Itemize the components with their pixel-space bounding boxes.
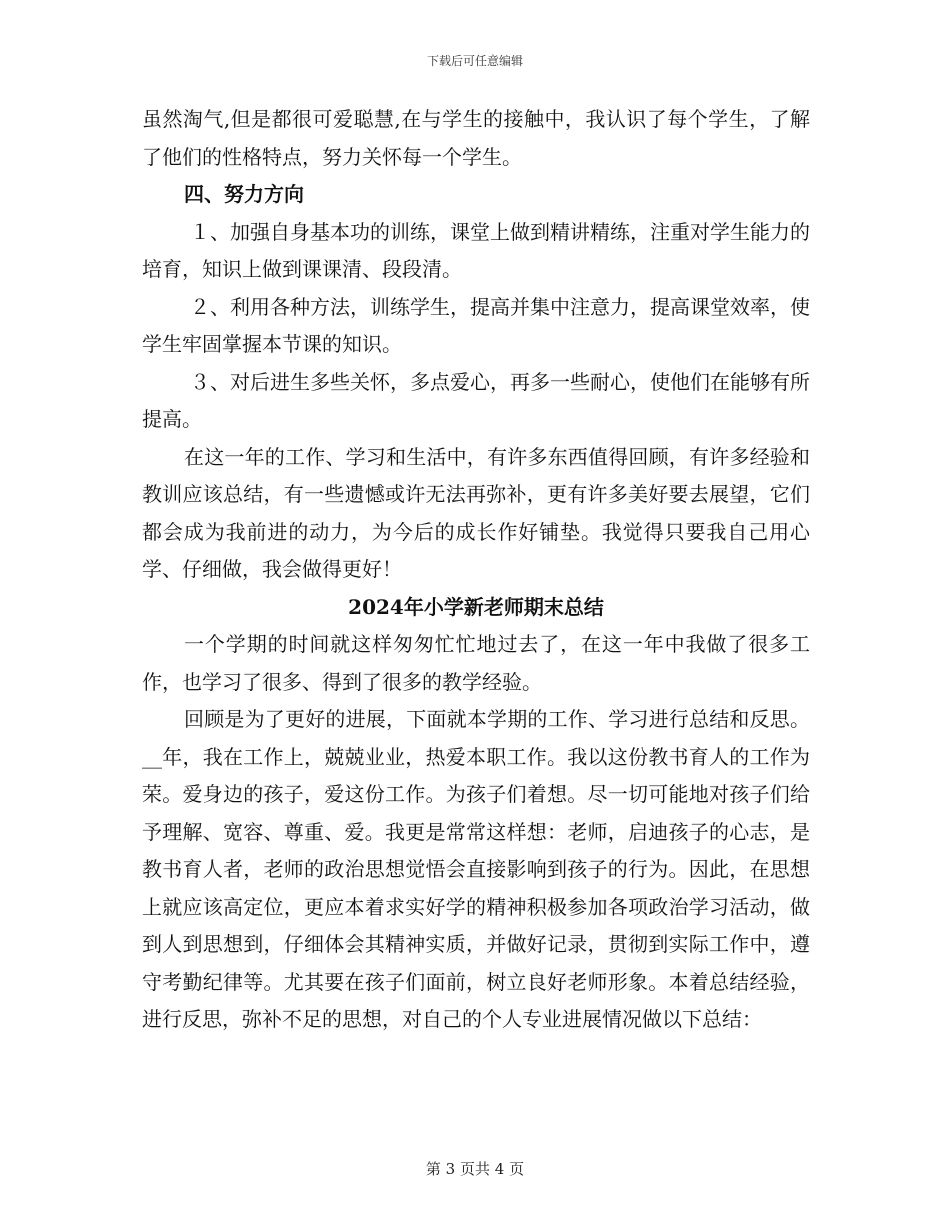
document-body	[142, 101, 810, 1039]
paragraph-semester: 一个学期的时间就这样匆匆忙忙地过去了，在这一年中我做了很多工作，也学习了很多、得到了很多的教学经验。	[142, 632, 810, 694]
page-number: 第 3 页共 4 页	[425, 1160, 525, 1178]
paragraph-review: 回顾是为了更好的进展，下面就本学期的工作、学习进行总结和反思。__年，我在工作上，兢兢业业，热爱本职工作。我以这份教书育人的工作为荣。爱身边的孩子，爱这份工作。为孩子们着想。尽一切可能地对孩子们给予理解、宽容、尊重、爱。我更是常常这样想：老师，启迪孩子的心志，是教书育人者，老师的政治思想觉悟会直接影响到孩子的行为。因此，在思想上就应该高定位，更应本着求实好学的精神积极参加各项政治学习活动，做到人到思想到，仔细体会其精神实质，并做好记录，贯彻到实际工作中，遵守考勤纪律等。尤其要在孩子们面前，树立良好老师形象。本着总结经验，进行反思，弥补不足的思想，对自己的个人专业进展情况做以下总结：	[142, 707, 810, 1031]
list-item-3: ３、对后进生多些关怀，多点爱心，再多一些耐心，使他们在能够有所提高。	[142, 369, 810, 431]
page-header: 下载后可任意编辑	[426, 54, 523, 68]
section-heading: 四、努力方向	[184, 182, 304, 206]
list-item-1: １、加强自身基本功的训练，课堂上做到精讲精练，注重对学生能力的培育，知识上做到课课清、段段清。	[142, 219, 810, 281]
paragraph-reflection: 在这一年的工作、学习和生活中，有许多东西值得回顾，有许多经验和教训应该总结，有一些遗憾或许无法再弥补，更有许多美好要去展望，它们都会成为我前进的动力，为今后的成长作好铺垫。我觉得只要我自己用心学、仔细做，我会做得更好！	[142, 444, 810, 581]
list-item-2: ２、利用各种方法，训练学生，提高并集中注意力，提高课堂效率，使学生牢固掌握本节课的知识。	[142, 294, 810, 356]
document-title: 2024年小学新老师期末总结	[348, 594, 604, 619]
paragraph-intro: 虽然淘气,但是都很可爱聪慧,在与学生的接触中，我认识了每个学生，了解了他们的性格特点，努力关怀每一个学生。	[142, 107, 810, 169]
